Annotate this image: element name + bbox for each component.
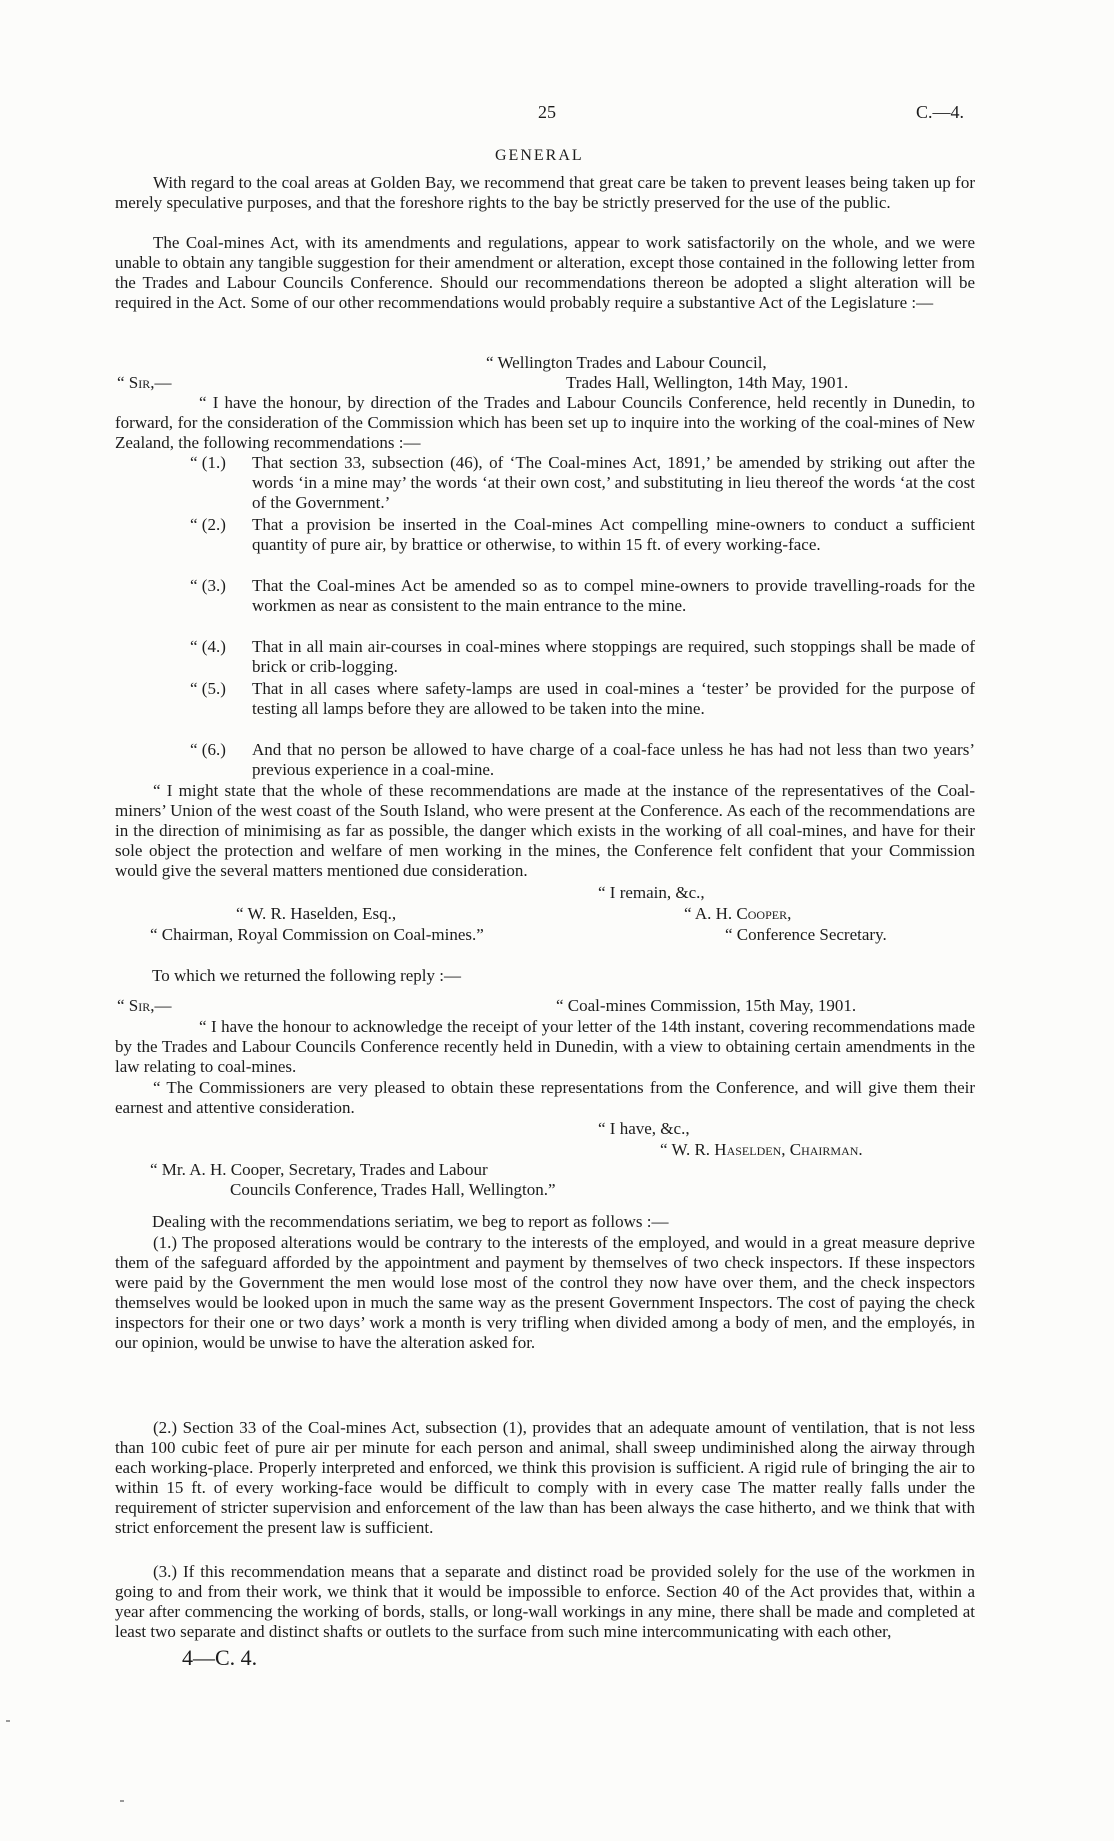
recommendation-3-number: “ (3.): [190, 576, 226, 595]
section-title: GENERAL: [495, 147, 584, 164]
response-2: [115, 1418, 975, 1539]
recommendation-2-text: That a provision be inserted in the Coal-mines Act compelling mine-owners to conduct a sufficient quantity of pure air, by brattice or otherwise, to within 15 ft. of every working-face.: [252, 515, 975, 555]
letter1-intro: “ I have the honour, by direction of the Trades and Labour Councils Conference, held recently in Dunedin, to forward, for the consideration of the Commission which has been set up to inquire into the working of the coal-mines of New Zealand, the following recommendations :—: [115, 393, 975, 453]
page-number: 25: [538, 102, 556, 122]
letter1-closing-paragraph: “ I might state that the whole of these recommendations are made at the instance of the representatives of the Coal-miners’ Union of the west coast of the South Island, who were present at the Conference. As each of the recommendations are in the direction of minimising as far as possible, the danger which exists in the working of all coal-mines, and have for their sole object the protection and welfare of men working in the mines, the Conference felt confident that your Commission would give the several matters mentioned due consideration.: [115, 781, 975, 881]
paragraph-golden-bay: With regard to the coal areas at Golden Bay, we recommend that great care be taken to prevent leases being taken up for merely speculative purposes, and that the foreshore rights to the bay be strictly preserved for the use of the public.: [115, 173, 975, 213]
letter2-body-1: “ I have the honour to acknowledge the receipt of your letter of the 14th instant, covering recommendations made by the Trades and Labour Councils Conference recently held in Dunedin, with a view to obtaining certain amendments in the law relating to coal-mines.: [115, 1017, 975, 1077]
reply-intro: To which we returned the following reply :—: [152, 966, 461, 985]
letter2-heading: “ Coal-mines Commission, 15th May, 1901.: [556, 996, 857, 1015]
response-1-number: (1.): [153, 1233, 178, 1252]
document-reference: C.—4.: [916, 102, 965, 122]
response-3-text: If this recommendation means that a separate and distinct road be provided solely for the use of the workmen in going to and from their work, we think that it would be impossible to enforce. Section 40 of the Act provides that, within a year after commencing the working of bords, stalls, or long-wall workings in any mine, there shall be made and completed at least two separate and distinct shafts or outlets to the surface from such mine intercommunicating with each other,: [115, 1562, 976, 1642]
recommendation-5-number: “ (5.): [190, 679, 226, 698]
letter2-addressee-line2: Councils Conference, Trades Hall, Wellington.”: [230, 1180, 556, 1199]
letter1-addressee-name: “ W. R. Haselden, Esq.,: [236, 904, 397, 923]
letter1-signer-title: “ Conference Secretary.: [725, 925, 887, 944]
recommendation-4-text: That in all main air-courses in coal-mines where stoppings are required, such stoppings shall be made of brick or crib-logging.: [252, 637, 975, 677]
letter2-signature: “ W. R. Haselden, Chairman.: [660, 1140, 863, 1159]
recommendation-3-text: That the Coal-mines Act be amended so as to compel mine-owners to provide travelling-roads for the workmen as near as consistent to the main entrance to the mine.: [252, 576, 975, 616]
scan-speck: [6, 1720, 10, 1722]
response-1-text: The proposed alterations would be contrary to the interests of the employed, and would in a great measure deprive them of the safeguard afforded by the appointment and payment by themselves of two check inspectors. If these inspectors were paid by the Government the men would lose most of the control they now have over them, and the check inspectors themselves would be looked upon in much the same way as the present Government Inspectors. The cost of paying the check inspectors for their one or two days’ work a month is very trifling when divided among a body of men, and the employés, in our opinion, would be unwise to have the alteration asked for.: [115, 1233, 975, 1353]
recommendation-4-number: “ (4.): [190, 637, 226, 656]
recommendation-1-text: That section 33, subsection (46), of ‘The Coal-mines Act, 1891,’ be amended by striking out after the words ‘in a mine may’ the words ‘at their own cost,’ and substituting in lieu thereof the words ‘at the cost of the Government.’: [252, 453, 975, 513]
response-3-number: (3.): [153, 1562, 178, 1581]
response-1: [115, 1233, 975, 1354]
letter2-body-2: “ The Commissioners are very pleased to obtain these representations from the Conference, and will give them their earnest and attentive consideration.: [115, 1078, 975, 1118]
response-3: [115, 1562, 975, 1642]
response-2-number: (2.): [153, 1418, 178, 1437]
letter2-addressee-line1: “ Mr. A. H. Cooper, Secretary, Trades and Labour: [150, 1160, 488, 1179]
recommendation-1-number: “ (1.): [190, 453, 226, 472]
response-2-text: Section 33 of the Coal-mines Act, subsection (1), provides that an adequate amount of ventilation, that is not less than 100 cubic feet of pure air per minute for each person and animal, shall sweep undiminished along the airway through each working-place. Properly interpreted and enforced, we think this provision is sufficient. A rigid rule of bringing the air to within 15 ft. of every working-face would be difficult to comply with in every case The matter really falls under the requirement of stricter supervision and enforcement of the law than has been always the case hitherto, and we think that with strict enforcement the present law is sufficient.: [115, 1418, 975, 1538]
letter1-remain: “ I remain, &c.,: [598, 883, 705, 902]
letter2-closing: “ I have, &c.,: [598, 1119, 690, 1138]
letter1-addressee-title: “ Chairman, Royal Commission on Coal-mines.”: [150, 925, 484, 944]
letter2-salutation: “ Sir,—: [117, 996, 172, 1015]
letter1-address-line2: Trades Hall, Wellington, 14th May, 1901.: [566, 373, 849, 392]
signature-mark: 4—C. 4.: [182, 1645, 258, 1670]
letter1-salutation: “ Sir,—: [117, 373, 172, 392]
paragraph-coal-mines-act: The Coal-mines Act, with its amendments and regulations, appear to work satisfactorily on the whole, and we were unable to obtain any tangible suggestion for their amendment or alteration, except those contained in the following letter from the Trades and Labour Councils Conference. Should our recommendations thereon be adopted a slight alteration will be required in the Act. Some of our other recommendations would probably require a substantive Act of the Legislature :—: [115, 233, 975, 313]
recommendation-6-number: “ (6.): [190, 740, 226, 759]
seriatim-intro: Dealing with the recommendations seriatim, we beg to report as follows :—: [152, 1212, 669, 1231]
scan-speck: [120, 1800, 124, 1802]
recommendation-5-text: That in all cases where safety-lamps are used in coal-mines a ‘tester’ be provided for the purpose of testing all lamps before they are allowed to be taken into the mine.: [252, 679, 975, 719]
recommendation-6-text: And that no person be allowed to have charge of a coal-face unless he has had not less than two years’ previous experience in a coal-mine.: [252, 740, 975, 780]
letter1-signer-name: “ A. H. Cooper,: [684, 904, 792, 923]
recommendation-2-number: “ (2.): [190, 515, 226, 534]
letter1-address-line1: “ Wellington Trades and Labour Council,: [486, 353, 767, 372]
